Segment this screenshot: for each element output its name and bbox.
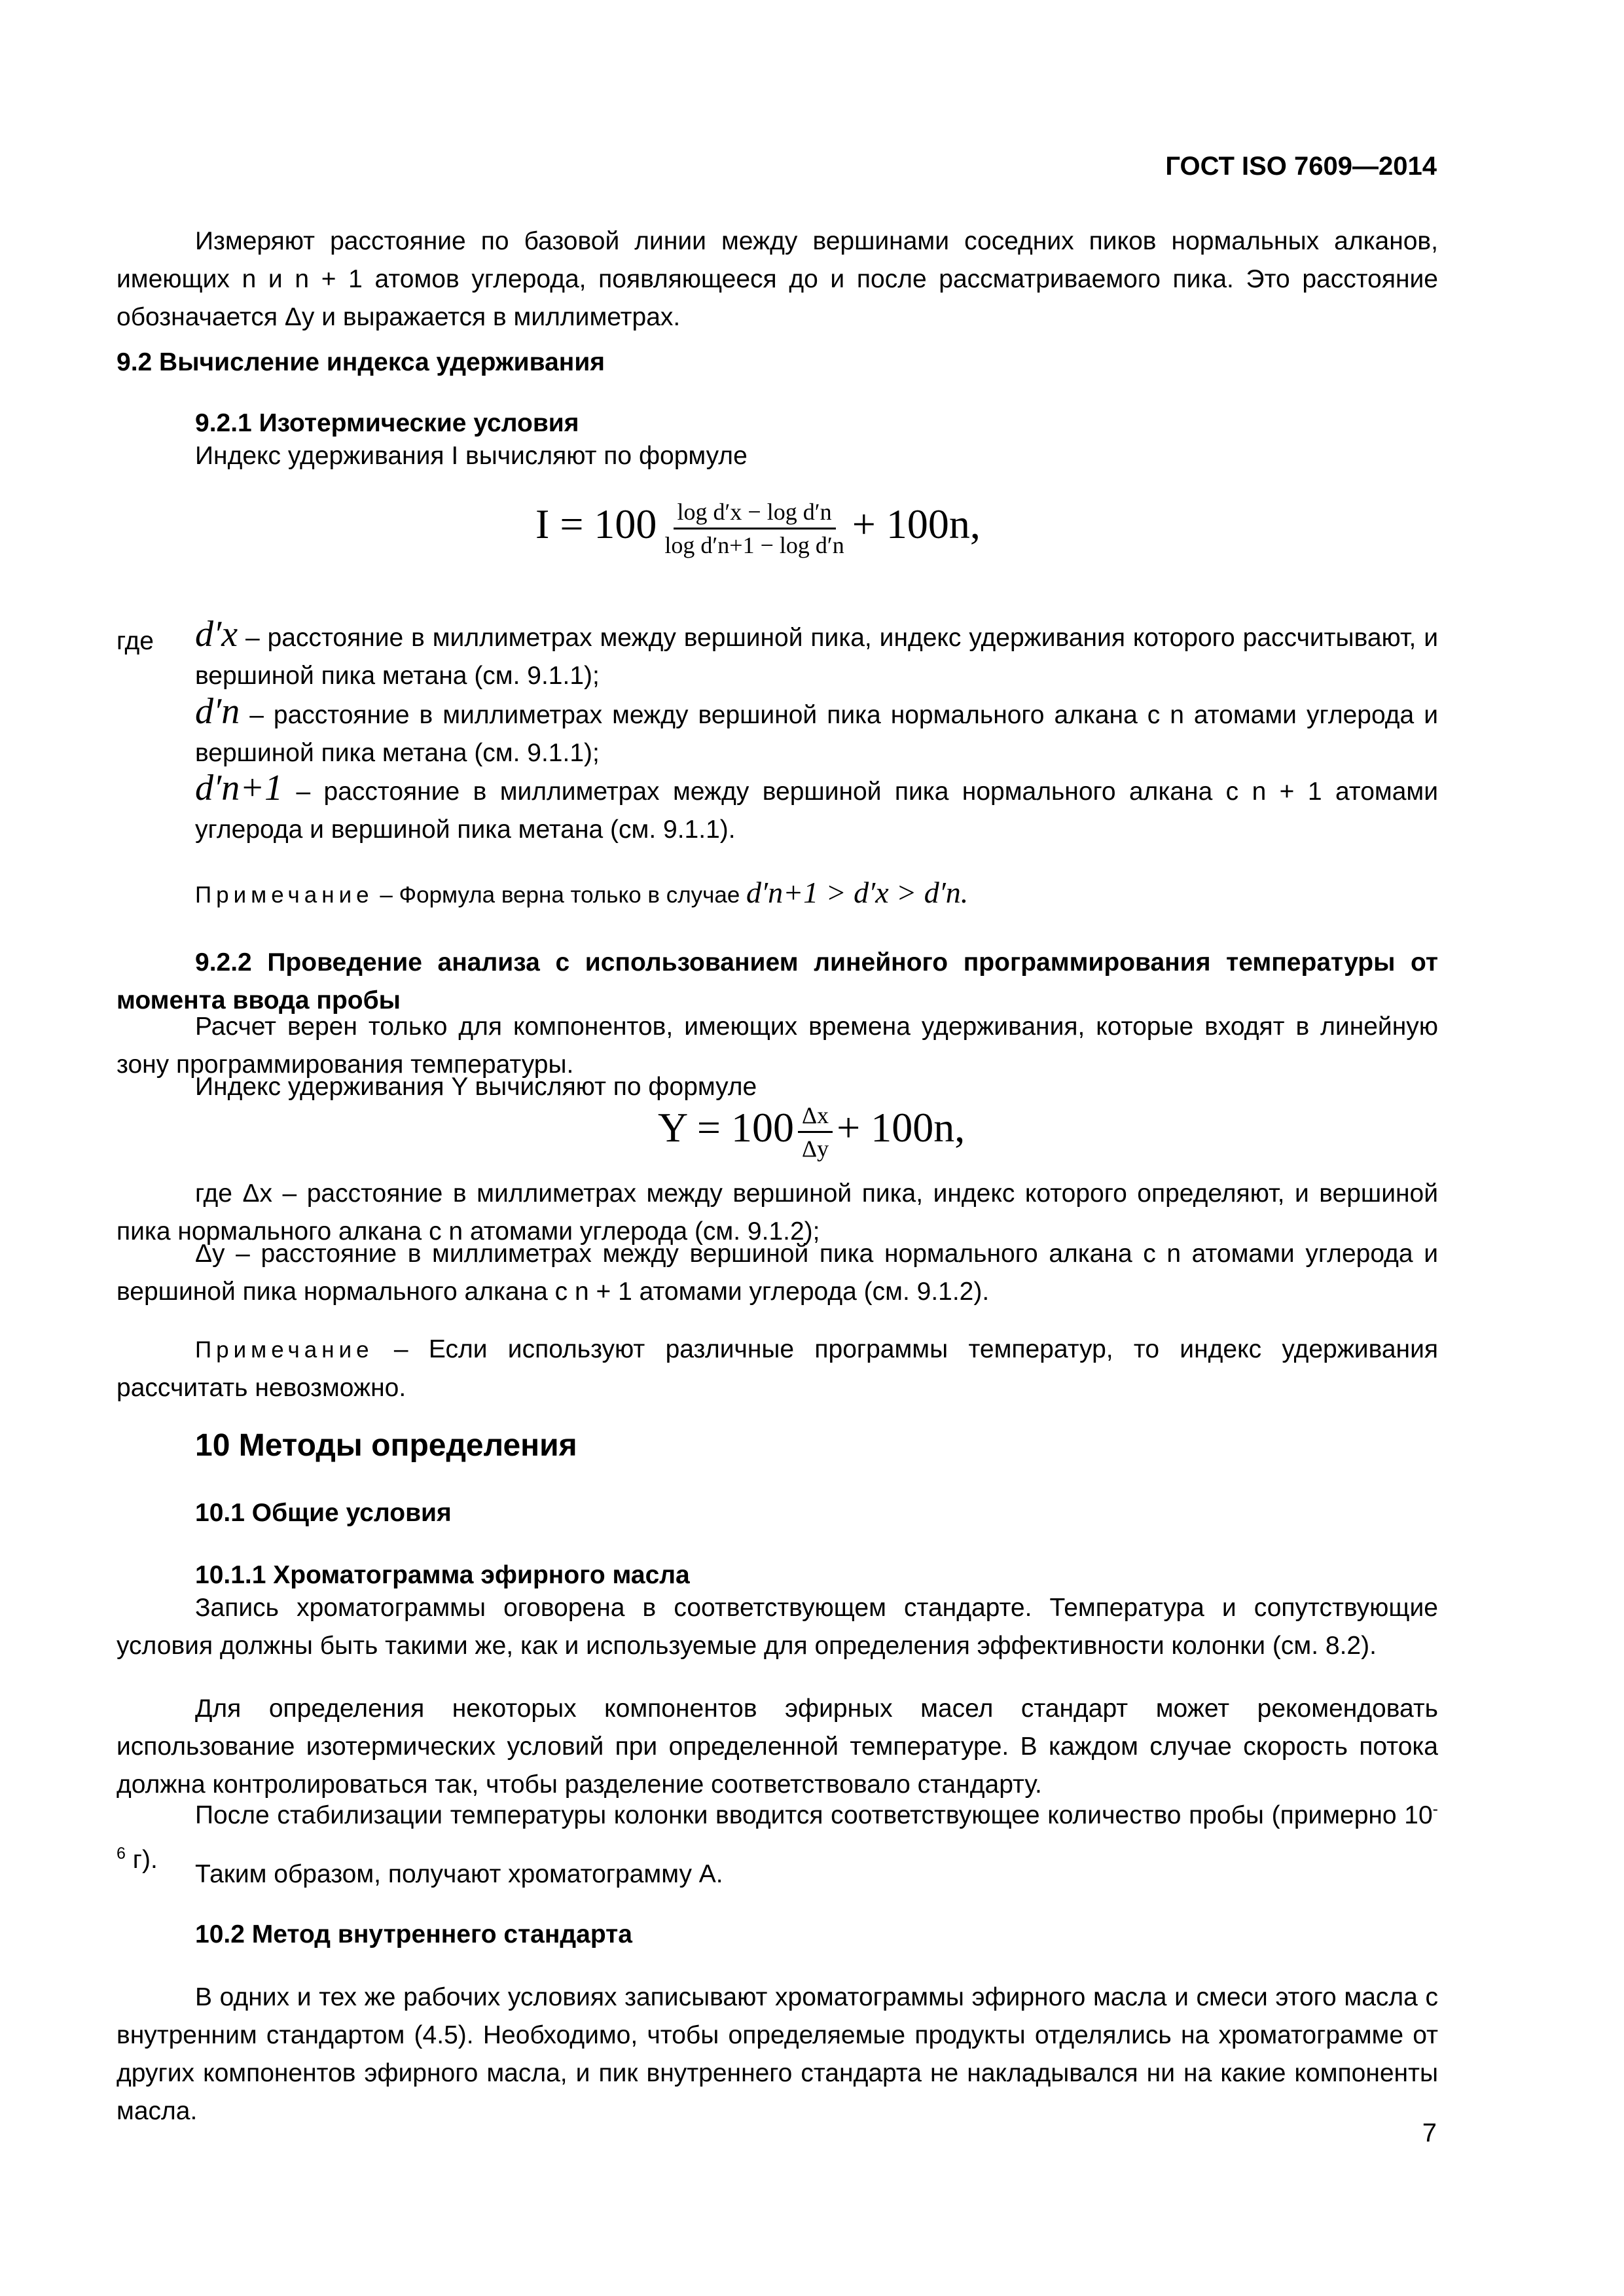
formula2-lhs: Y = 100 bbox=[658, 1104, 794, 1151]
section-10-1-1-heading: 10.1.1 Хроматограмма эфирного масла bbox=[195, 1561, 690, 1589]
paragraph-10-1-1-c-exp: -6 bbox=[117, 1800, 1438, 1863]
note-temperature-programs bbox=[117, 1331, 1438, 1407]
section-10-2-heading: 10.2 Метод внутреннего стандарта bbox=[195, 1920, 632, 1948]
standard-header: ГОСТ ISO 7609—2014 bbox=[1165, 152, 1437, 181]
page-number: 7 bbox=[1422, 2119, 1437, 2147]
note1-label: Примечание bbox=[195, 882, 374, 908]
intro-paragraph: Измеряют расстояние по базовой линии между вершинами соседних пиков нормальных алканов, имеющих n и n + 1 атомов углерода, появляющееся до и после рассматриваемого пика. Это расстояние обозначается Δy и выражается в миллиметрах. bbox=[117, 227, 1438, 331]
paragraph-10-1-1-a: Запись хроматограммы оговорена в соответствующем стандарте. Температура и сопутствующие условия должны быть такими же, как и используемые для определения эффективности колонки (см. 8.2). bbox=[117, 1594, 1438, 1660]
definition-dn bbox=[195, 692, 1438, 772]
note1-condition: d′n+1 > d′x > d′n. bbox=[746, 876, 969, 909]
definition-dn1 bbox=[195, 769, 1438, 849]
paragraph-10-1-1-c-pre: После стабилизации температуры колонки вводится соответствующее количество пробы (примерно 10 bbox=[195, 1801, 1433, 1829]
definition-dx-text: – расстояние в миллиметрах между вершиной пика, индекс удерживания которого рассчитывают, и вершиной пика метана (см. 9.1.1); bbox=[195, 624, 1438, 690]
symbol-dn: d′n bbox=[195, 691, 240, 732]
definition-dn-text: – расстояние в миллиметрах между вершиной пика нормального алкана с n атомами углерода и вершиной пика метана (см. 9.1.1); bbox=[195, 701, 1439, 767]
section-9-2-heading: 9.2 Вычисление индекса удерживания bbox=[117, 348, 605, 376]
paragraph-10-1-1-b: Для определения некоторых компонентов эфирных масел стандарт может рекомендовать использование изотермических условий при определенной температуре. В каждом случае скорость потока должна контролироваться так, чтобы разделение соответствовало стандарту. bbox=[117, 1695, 1438, 1799]
paragraph-10-1-1-c-post: г). bbox=[125, 1846, 158, 1874]
delta-y-definition: Δy – расстояние в миллиметрах между вершиной пика нормального алкана с n атомами углерода и вершиной пика нормального алкана с n + 1 атомами углерода (см. 9.1.2). bbox=[117, 1240, 1438, 1306]
where-label: где bbox=[117, 627, 154, 655]
linear-paragraph-2: Индекс удерживания Y вычисляют по формуле bbox=[195, 1073, 757, 1101]
formula-linear-index bbox=[658, 1101, 965, 1163]
paragraph-10-1-1-d: Таким образом, получают хроматограмму А. bbox=[195, 1860, 723, 1888]
note2-text: – Если используют различные программы температур, то индекс удерживания рассчитать невозможно. bbox=[117, 1335, 1438, 1402]
note1-text: – Формула верна только в случае bbox=[380, 882, 740, 908]
formula2-fraction bbox=[798, 1101, 833, 1163]
note-formula-condition bbox=[195, 874, 1438, 914]
delta-x-definition: где Δx – расстояние в миллиметрах между вершиной пика, индекс которого определяют, и вершиной пика нормального алкана с n атомами углерода (см. 9.1.2); bbox=[117, 1179, 1438, 1246]
formula2-rhs: + 100n, bbox=[837, 1104, 965, 1151]
section-10-1-heading: 10.1 Общие условия bbox=[195, 1499, 452, 1527]
paragraph-10-2: В одних и тех же рабочих условиях записывают хроматограммы эфирного масла и смеси этого масла с внутренним стандартом (4.5). Необходимо, чтобы определяемые продукты отделялись на хроматограмме от других компонентов эфирного масла, и пик внутреннего стандарта не накладывался ни на какие компоненты масла. bbox=[117, 1983, 1438, 2125]
formula1-fraction bbox=[660, 497, 848, 560]
definition-dn1-text: – расстояние в миллиметрах между вершиной пика нормального алкана с n + 1 атомами углерода и вершиной пика метана (см. 9.1.1). bbox=[195, 778, 1438, 844]
formula2-numerator: Δx bbox=[798, 1101, 833, 1133]
symbol-dn1: d′n+1 bbox=[195, 768, 283, 808]
formula1-rhs: + 100n, bbox=[852, 501, 981, 548]
section-10-heading: 10 Методы определения bbox=[195, 1428, 577, 1463]
symbol-dx: d′x bbox=[195, 614, 238, 655]
section-9-2-1-heading: 9.2.1 Изотермические условия bbox=[195, 409, 579, 437]
isothermal-paragraph: Индекс удерживания I вычисляют по формуле bbox=[195, 442, 748, 470]
note2-label: Примечание bbox=[195, 1337, 374, 1363]
formula1-denominator: log d′n+1 − log d′n bbox=[664, 532, 844, 558]
linear-paragraph-1: Расчет верен только для компонентов, имеющих времена удерживания, которые входят в линейную зону программирования температуры. bbox=[117, 1013, 1438, 1079]
section-9-2-2-heading: 9.2.2 Проведение анализа с использованием линейного программирования температуры от момента ввода пробы bbox=[117, 948, 1438, 1014]
formula2-denominator: Δy bbox=[801, 1136, 829, 1162]
formula-isothermal-index bbox=[535, 497, 981, 560]
formula1-lhs: I = 100 bbox=[535, 501, 657, 548]
formula1-numerator: log d′x − log d′n bbox=[674, 497, 836, 529]
definition-dx bbox=[195, 615, 1438, 695]
